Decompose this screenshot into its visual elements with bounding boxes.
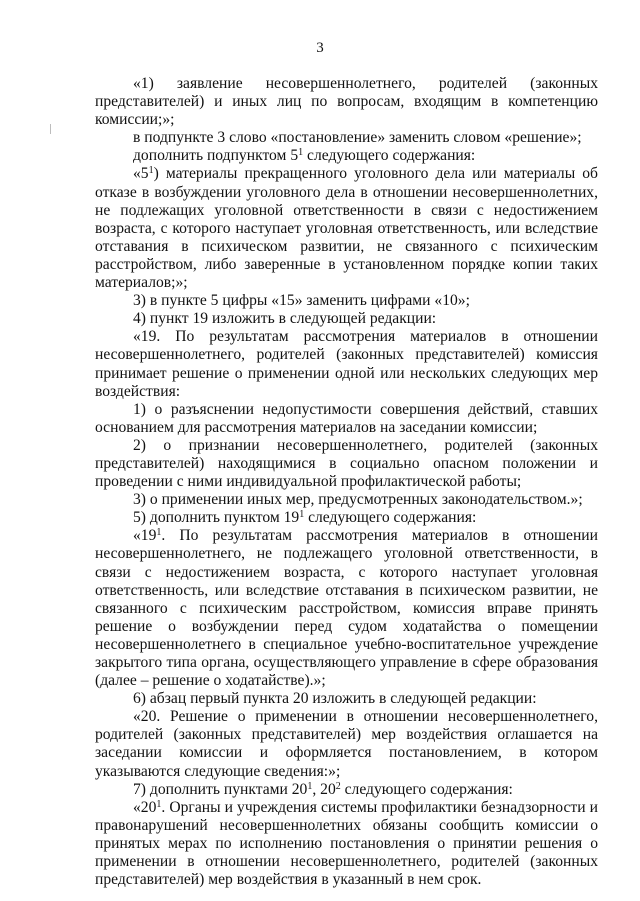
paragraph bbox=[95, 310, 598, 328]
paragraph-text: 2) о признании несовершеннолетнего, родителей (законных представителей) находящимися в социально опасном положении и проведении с ними индивидуальной профилактической работы; bbox=[95, 436, 598, 491]
paragraph-text: 4) пункт 19 изложить в следующей редакции: bbox=[133, 310, 437, 328]
paragraph bbox=[95, 401, 598, 437]
paragraph-text: «1) заявление несовершеннолетнего, родителей (законных представителей) и иных лиц по вопросам, входящим в компетенцию комиссии;»; bbox=[95, 75, 598, 129]
document-body bbox=[95, 75, 598, 889]
paragraph-text: 3) о применении иных мер, предусмотренных законодательством.»; bbox=[133, 491, 583, 509]
paragraph-text: «20. Решение о применении в отношении несовершеннолетнего, родителей (законных представителей) мер воздействия оглашается на заседании комиссии и оформляется постановлением, в котором указываются следующие сведения:»; bbox=[95, 708, 598, 780]
superscript: 1 bbox=[299, 509, 305, 521]
paragraph bbox=[95, 437, 598, 491]
paragraph bbox=[95, 690, 598, 708]
paragraph-text: «5 bbox=[133, 165, 149, 183]
paragraph bbox=[95, 129, 598, 147]
paragraph-text: 1) о разъяснении недопустимости совершения действий, ставших основанием для рассмотрения материалов на заседании комиссии; bbox=[95, 400, 598, 436]
paragraph-text: в подпункте 3 слово «постановление» заменить словом «решение»; bbox=[133, 129, 582, 147]
paragraph bbox=[95, 165, 598, 292]
superscript: 1 bbox=[298, 147, 304, 159]
paragraph bbox=[95, 147, 598, 165]
paragraph-text: «20 bbox=[133, 798, 157, 816]
paragraph bbox=[95, 328, 598, 400]
superscript: 1 bbox=[148, 165, 154, 177]
paragraph-text: , 20 bbox=[312, 780, 336, 798]
paragraph-text: . Органы и учреждения системы профилактики безнадзорности и правонарушений несовершеннолетних обязаны сообщить комиссии о принятых мерах по исполнению постановления о принятии решения о применении в отношении несовершеннолетнего, родителей (законных представителей) мер воздействия в указанный в нем срок. bbox=[95, 798, 598, 889]
paragraph bbox=[95, 509, 598, 527]
margin-mark bbox=[50, 124, 51, 134]
paragraph-text: 5) дополнить пунктом 19 bbox=[133, 509, 300, 527]
paragraph-text: . По результатам рассмотрения материалов в отношении несовершеннолетнего, не подлежащего уголовной ответственности, в связи с недостижением возраста, с которого наступает уголовная ответственность, или вследствие отставания в психическом развитии, не связанного с психическим расстройством, комиссия вправе принять решение о возбуждении перед судом ходатайства о помещении несовершеннолетнего в специальное учебно-воспитательное учреждение закрытого типа органа, осуществляющего управление в сфере образования (далее – решение о ходатайстве).»; bbox=[95, 527, 598, 690]
paragraph bbox=[95, 799, 598, 889]
paragraph bbox=[95, 708, 598, 780]
paragraph-text: ) материалы прекращенного уголовного дела или материалы об отказе в возбуждении уголовного дела в отношении несовершеннолетних, не подлежащих уголовной ответственности в связи с недостижением возраста, с которого наступает уголовная ответственность, или вследствие отставания в психическом развитии, не связанного с психическим расстройством, либо заверенные в установленном порядке копии таких материалов;»; bbox=[95, 165, 598, 292]
superscript: 1 bbox=[156, 798, 162, 810]
paragraph-text: 6) абзац первый пункта 20 изложить в следующей редакции: bbox=[133, 690, 537, 708]
superscript: 1 bbox=[307, 780, 313, 792]
paragraph-text: 3) в пункте 5 цифры «15» заменить цифрами «10»; bbox=[133, 292, 470, 310]
paragraph-text: «19 bbox=[133, 527, 157, 545]
superscript: 1 bbox=[156, 527, 162, 539]
paragraph bbox=[95, 75, 598, 129]
superscript: 2 bbox=[335, 780, 341, 792]
paragraph-text: следующего содержания: bbox=[303, 147, 476, 165]
paragraph-text: «19. По результатам рассмотрения материалов в отношении несовершеннолетнего, родителей (законных представителей) комиссия принимает решение о применении одной или нескольких следующих мер воздействия: bbox=[95, 328, 598, 400]
paragraph-text: 7) дополнить пунктами 20 bbox=[133, 780, 308, 798]
paragraph-text: следующего содержания: bbox=[304, 509, 477, 527]
paragraph bbox=[95, 491, 598, 509]
paragraph-text: следующего содержания: bbox=[340, 780, 513, 798]
page-number: 3 bbox=[316, 40, 324, 56]
paragraph-text: дополнить подпунктом 5 bbox=[133, 147, 299, 165]
paragraph bbox=[95, 527, 598, 690]
paragraph bbox=[95, 292, 598, 310]
paragraph bbox=[95, 781, 598, 799]
